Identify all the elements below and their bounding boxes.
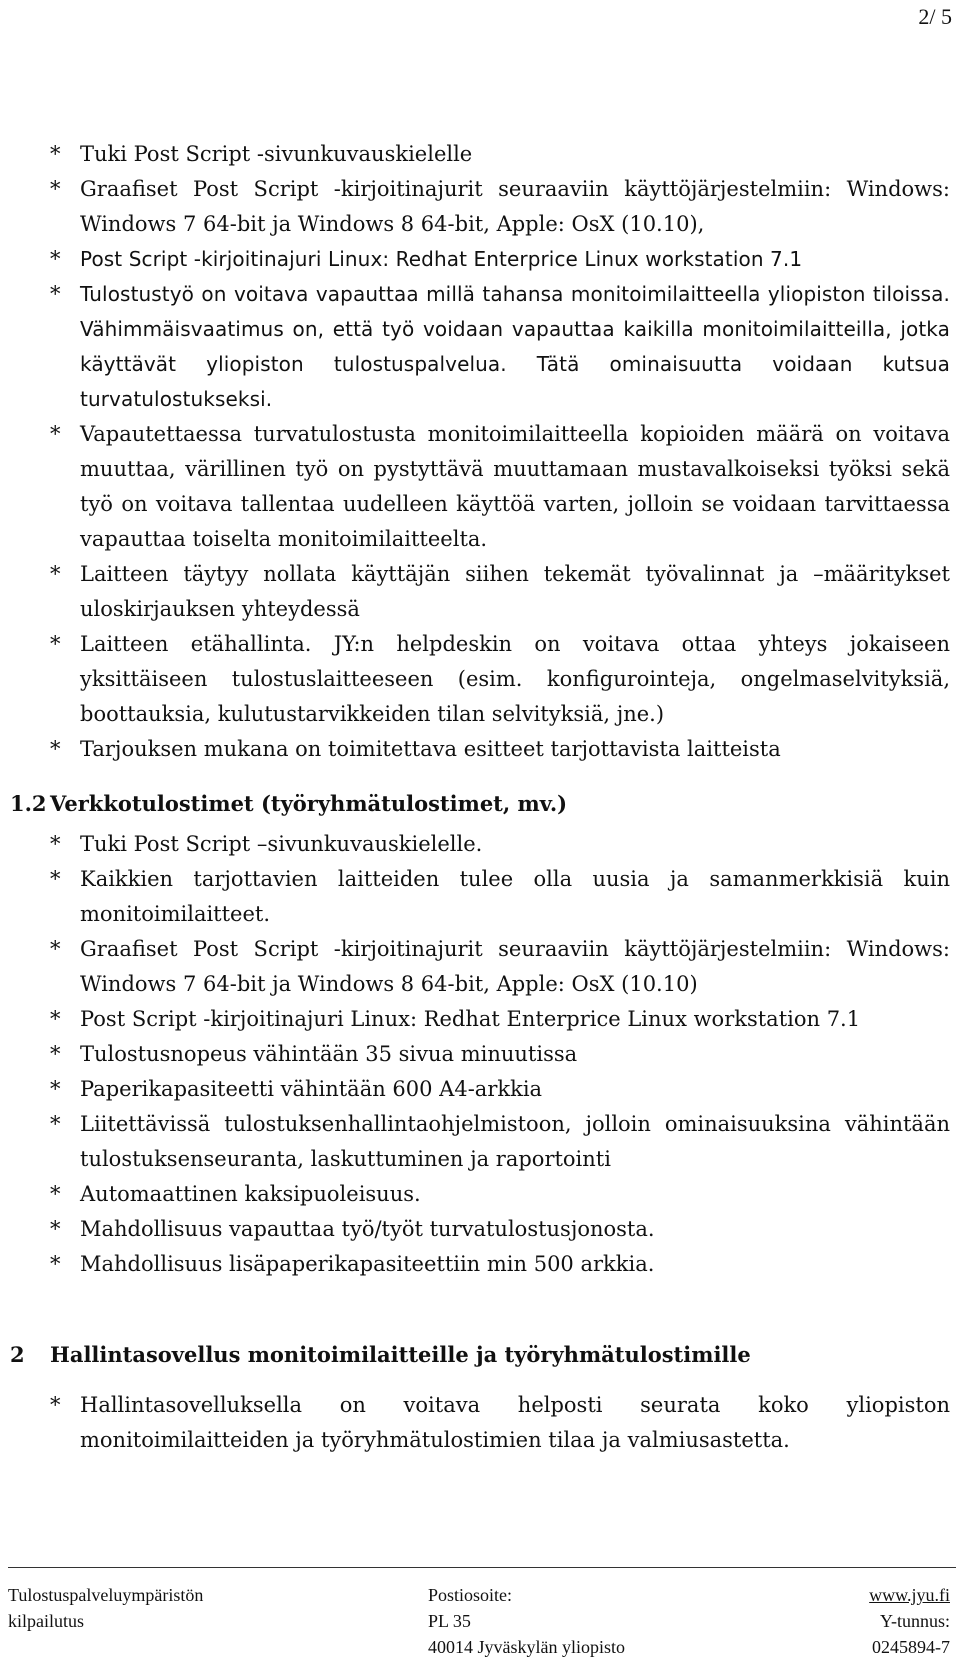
list-item [10, 627, 950, 732]
website-link[interactable]: www.jyu.fi [869, 1585, 950, 1605]
footer-title-line1: Tulostuspalveluympäristön [8, 1585, 204, 1605]
page-number: 2/ 5 [918, 4, 952, 29]
list-item-text: Paperikapasiteetti vähintään 600 A4-arkkia [80, 1077, 543, 1101]
bullet-marker: * [50, 632, 61, 656]
bullet-marker: * [50, 1007, 61, 1031]
list-section-c [10, 1388, 950, 1458]
list-item [10, 1177, 950, 1212]
list-item [10, 242, 950, 277]
list-item-text: Tulostusnopeus vähintään 35 sivua minuutissa [80, 1042, 578, 1066]
bullet-marker: * [50, 1217, 61, 1241]
list-item-text: Kaikkien tarjottavien laitteiden tulee olla uusia ja samanmerkkisiä kuin monitoimilaitteet. [80, 867, 950, 926]
list-item [10, 417, 950, 557]
bullet-marker: * [50, 177, 61, 201]
list-item-text: Vapautettaessa turvatulostusta monitoimilaitteella kopioiden määrä on voitava muuttaa, värillinen työ on pystyttävä muuttamaan mustavalkoiseksi työksi sekä työ on voitava tallentaa uudelleen käyttöä varten, jolloin se voidaan tarvittaessa vapauttaa toiselta monitoimilaitteelta. [80, 422, 950, 551]
list-item [10, 1002, 950, 1037]
list-item-text: Tuki Post Script –sivunkuvauskielelle. [80, 832, 483, 856]
list-item [10, 137, 950, 172]
footer-postal-city: 40014 Jyväskylän yliopisto [428, 1637, 625, 1657]
bullet-marker: * [50, 1182, 61, 1206]
bullet-marker: * [50, 247, 61, 271]
bullet-marker: * [50, 867, 61, 891]
footer-address-block [428, 1582, 625, 1660]
list-item-text: Mahdollisuus lisäpaperikapasiteettiin min 500 arkkia. [80, 1252, 655, 1276]
list-item-text: Graafiset Post Script -kirjoitinajurit seuraaviin käyttöjärjestelmiin: Windows: Windows 7 64-bit ja Windows 8 64-bit, Apple: OsX (10.10), [80, 177, 950, 236]
list-section-a [10, 137, 950, 767]
list-item [10, 932, 950, 1002]
section-title: Verkkotulostimet (työryhmätulostimet, mv.) [50, 791, 568, 816]
bullet-marker: * [50, 142, 61, 166]
business-id-label: Y-tunnus: [879, 1611, 950, 1631]
list-item-text: Automaattinen kaksipuoleisuus. [80, 1182, 421, 1206]
list-item [10, 1072, 950, 1107]
list-item [10, 1107, 950, 1177]
section-heading-2 [10, 1340, 950, 1370]
section-number: 1.2 [10, 791, 47, 816]
section-number: 2 [10, 1342, 25, 1367]
bullet-marker: * [50, 1393, 61, 1417]
bullet-marker: * [50, 832, 61, 856]
list-item-text: Mahdollisuus vapauttaa työ/työt turvatulostusjonosta. [80, 1217, 655, 1241]
section-heading-1-2 [10, 789, 950, 819]
list-item [10, 1388, 950, 1458]
list-item [10, 172, 950, 242]
list-item [10, 1212, 950, 1247]
footer-title-line2: kilpailutus [8, 1611, 84, 1631]
footer-title-block [8, 1582, 203, 1634]
footer-address-label: Postiosoite: [428, 1585, 513, 1605]
list-item-text: Tulostustyö on voitava vapauttaa millä tahansa monitoimilaitteella yliopiston tiloissa. Vähimmäisvaatimus on, että työ voidaan vapauttaa kaikilla monitoimilaitteilla, jotka käyttävät yliopiston tulostuspalvelua. Tätä ominaisuutta voidaan kutsua turvatulostukseksi. [80, 282, 950, 411]
list-item [10, 1247, 950, 1282]
list-item [10, 827, 950, 862]
list-item-text: Laitteen etähallinta. JY:n helpdeskin on voitava ottaa yhteys jokaiseen yksittäiseen tulostuslaitteeseen (esim. konfigurointeja, ongelmaselvityksiä, boottauksia, kulutustarvikkeiden tilan selvityksiä, jne.) [80, 632, 950, 726]
footer-po-box: PL 35 [428, 1611, 471, 1631]
list-item-text: Post Script -kirjoitinajuri Linux: Redhat Enterprice Linux workstation 7.1 [80, 247, 803, 271]
list-item-text: Hallintasovelluksella on voitava helposti seurata koko yliopiston monitoimilaitteiden ja työryhmätulostimien tilaa ja valmiusastetta. [80, 1393, 950, 1452]
list-item [10, 862, 950, 932]
list-item-text: Laitteen täytyy nollata käyttäjän siihen tekemät työvalinnat ja –määritykset uloskirjauksen yhteydessä [80, 562, 950, 621]
bullet-marker: * [50, 737, 61, 761]
bullet-marker: * [50, 1112, 61, 1136]
bullet-marker: * [50, 422, 61, 446]
list-item [10, 1037, 950, 1072]
bullet-marker: * [50, 1042, 61, 1066]
list-item [10, 732, 950, 767]
bullet-marker: * [50, 1077, 61, 1101]
list-item [10, 557, 950, 627]
document-body [10, 137, 950, 1458]
list-item [10, 277, 950, 417]
list-item-text: Post Script -kirjoitinajuri Linux: Redhat Enterprice Linux workstation 7.1 [80, 1007, 861, 1031]
footer-contact-block [869, 1582, 950, 1660]
list-item-text: Liitettävissä tulostuksenhallintaohjelmistoon, jolloin ominaisuuksina vähintään tulostuksenseuranta, laskuttuminen ja raportointi [80, 1112, 950, 1171]
bullet-marker: * [50, 1252, 61, 1276]
list-item-text: Tarjouksen mukana on toimitettava esitteet tarjottavista laitteista [80, 737, 781, 761]
bullet-marker: * [50, 562, 61, 586]
bullet-marker: * [50, 937, 61, 961]
section-title: Hallintasovellus monitoimilaitteille ja työryhmätulostimille [50, 1342, 751, 1367]
footer-divider [8, 1567, 956, 1568]
list-section-b [10, 827, 950, 1282]
list-item-text: Tuki Post Script -sivunkuvauskielelle [80, 142, 473, 166]
bullet-marker: * [50, 282, 61, 306]
list-item-text: Graafiset Post Script -kirjoitinajurit seuraaviin käyttöjärjestelmiin: Windows: Windows 7 64-bit ja Windows 8 64-bit, Apple: OsX (10.10) [80, 937, 950, 996]
business-id-value: 0245894-7 [872, 1637, 950, 1657]
